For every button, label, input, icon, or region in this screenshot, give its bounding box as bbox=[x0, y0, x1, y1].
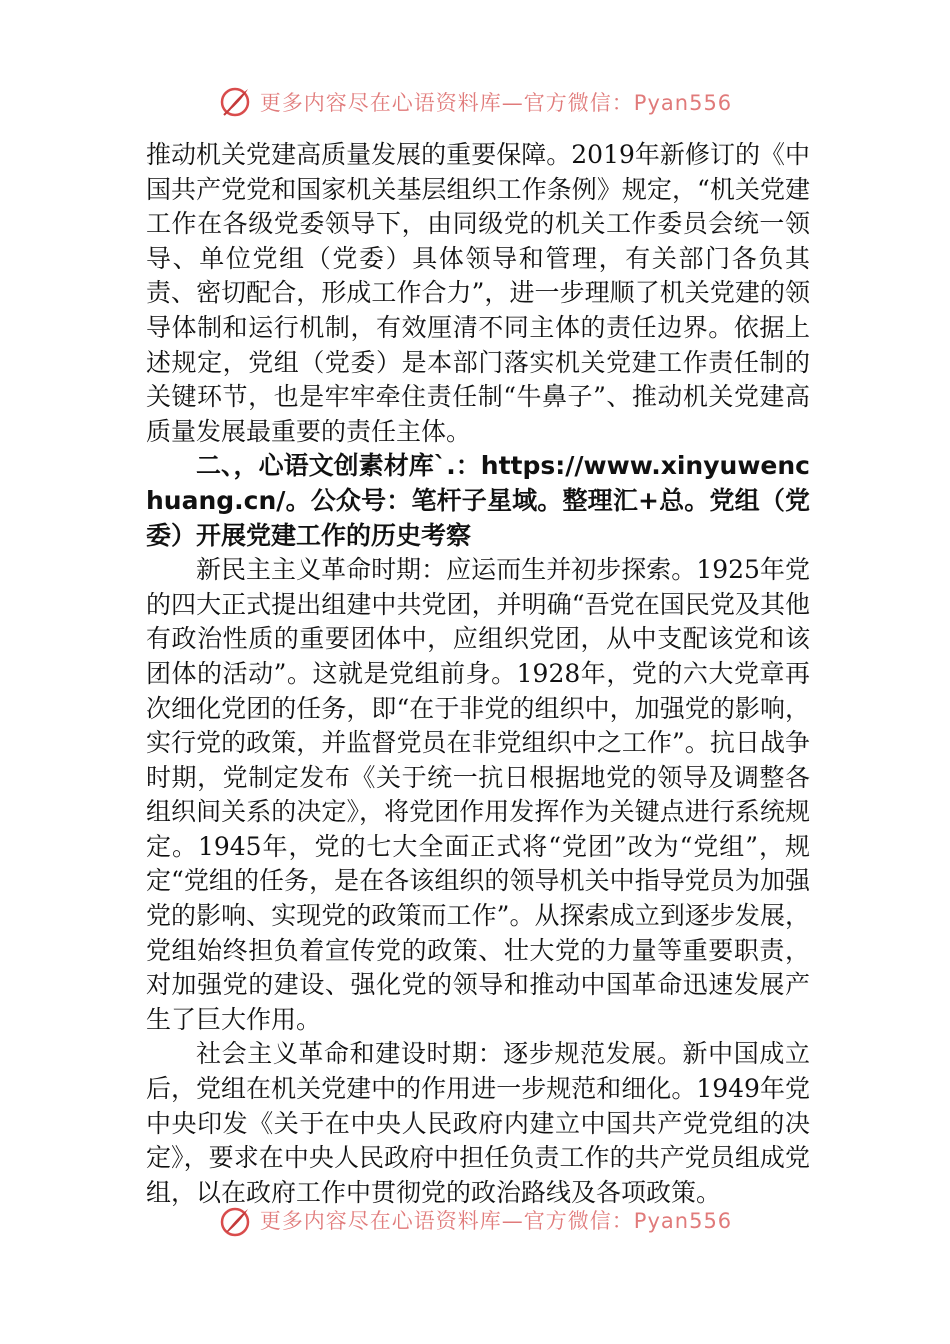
section-heading: 二、，心语文创素材库`.：https://www.xinyuwenchuang.cn/。公众号：笔杆子星域。整理汇+总。党组（党委）开展党建工作的历史考察 bbox=[146, 451, 810, 550]
watermark-text-footer: 更多内容尽在心语资料库—官方微信：Pyan556 bbox=[259, 1209, 733, 1233]
watermark-text: 更多内容尽在心语资料库—官方微信：Pyan556 bbox=[259, 91, 733, 115]
header-watermark bbox=[0, 82, 950, 122]
paragraph-new-democratic-revolution: 新民主主义革命时期：应运而生并初步探索。1925年党的四大正式提出组建中共党团，并明确“吾党在国民党及其他有政治性质的重要团体中，应组织党团，从中支配该党和该团体的活动”。这就是党组前身。1928年，党的六大党章再次细化党团的任务，即“在于非党的组织中，加强党的影响，实行党的政策，并监督党员在非党组织中之工作”。抗日战争时期，党制定发布《关于统一抗日根据地党的领导及调整各组织间关系的决定》，将党团作用发挥作为关键点进行系统规定。1945年，党的七大全面正式将“党团”改为“党组”，规定“党组的任务，是在各该组织的领导机关中指导党员为加强党的影响、实现党的政策而工作”。从探索成立到逐步发展，党组始终担负着宣传党的政策、壮大党的力量等重要职责，对加强党的建设、强化党的领导和推动中国革命迅速发展产生了巨大作用。 bbox=[146, 555, 810, 1034]
footer-watermark bbox=[0, 1205, 950, 1241]
quill-circle-icon bbox=[218, 85, 252, 119]
paragraph-socialist-construction: 社会主义革命和建设时期：逐步规范发展。新中国成立后，党组在机关党建中的作用进一步规范和细化。1949年党中央印发《关于在中央人民政府内建立中国共产党党组的决定》，要求在中央人民政府中担任负责工作的共产党员组成党组，以在政府工作中贯彻党的政治路线及各项政策。 bbox=[146, 1039, 810, 1207]
document-body bbox=[146, 138, 810, 1210]
paragraph-continued: 推动机关党建高质量发展的重要保障。2019年新修订的《中国共产党党和国家机关基层组织工作条例》规定，“机关党建工作在各级党委领导下，由同级党的机关工作委员会统一领导、单位党组（党委）具体领导和管理，有关部门各负其责、密切配合，形成工作合力”，进一步理顺了机关党建的领导体制和运行机制，有效厘清不同主体的责任边界。依据上述规定，党组（党委）是本部门落实机关党建工作责任制的关键环节，也是牢牢牵住责任制“牛鼻子”、推动机关党建高质量发展最重要的责任主体。 bbox=[146, 140, 810, 446]
quill-circle-icon bbox=[218, 1205, 252, 1239]
